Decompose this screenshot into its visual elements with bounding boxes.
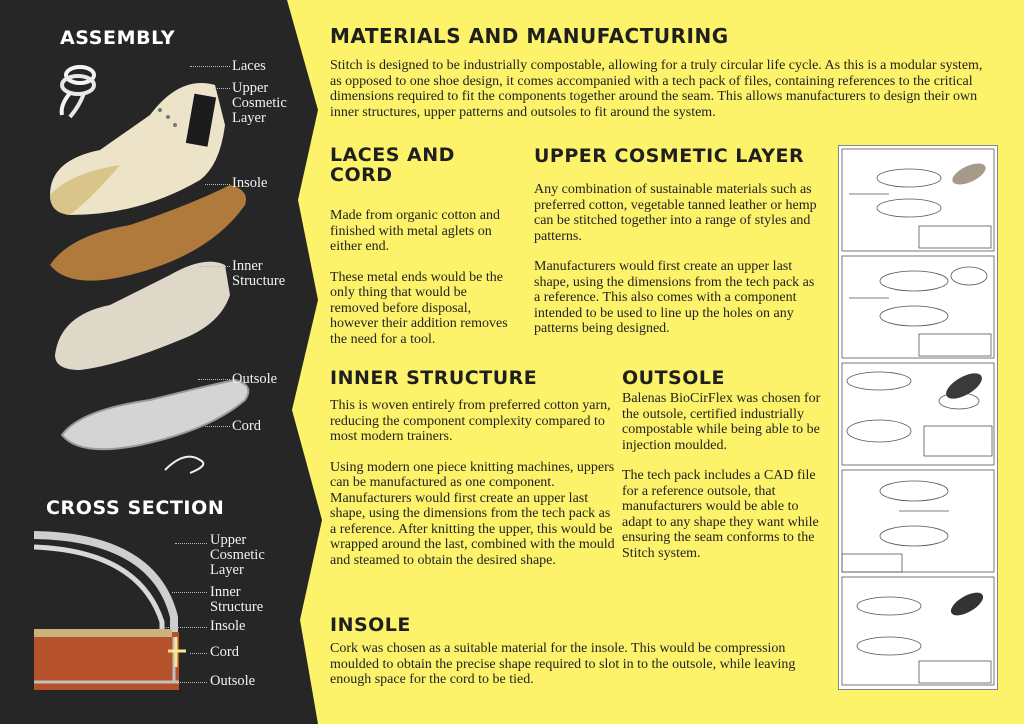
leader-line: [180, 682, 207, 683]
label-inner-structure: Inner Structure: [232, 258, 286, 289]
outsole-paragraph-2: The tech pack includes a CAD file for a reference outsole, that manufacturers would be able to adapt to any shape they want while ensuring the seam conforms to the Stitch system.: [622, 468, 819, 561]
assembly-title: ASSEMBLY: [60, 27, 176, 49]
upper-paragraph-1: Any combination of sustainable materials such as preferred cotton, vegetable tanned leather or hemp can be stitched together into a range of styles and patterns.: [534, 182, 817, 244]
outsole-paragraph-1: Balenas BioCirFlex was chosen for the outsole, certified industrially compostable while being able to be injection moulded.: [622, 391, 821, 453]
outsole-illustration: [62, 380, 248, 449]
leader-line: [205, 426, 230, 427]
cross-label-upper-cosmetic-layer: Upper Cosmetic Layer: [210, 532, 265, 578]
laces-illustration: [62, 67, 94, 117]
leader-line: [172, 592, 207, 593]
leader-line: [190, 66, 230, 67]
inner-paragraph-1: This is woven entirely from preferred cotton yarn, reducing the component complexity compared to most modern trainers.: [330, 398, 611, 444]
tech-pack-drawings: [838, 145, 998, 690]
label-insole: Insole: [232, 175, 268, 191]
label-cord: Cord: [232, 418, 261, 434]
insole-paragraph: Cork was chosen as a suitable material for the insole. This would be compression moulded to obtain the precise shape required to slot in to the outsole, while leaving enough space for the cord to be tied.: [330, 641, 796, 687]
cross-section-title: CROSS SECTION: [46, 497, 225, 519]
leader-line: [190, 653, 207, 654]
laces-paragraph-2: These metal ends would be the only thing that would be removed before disposal, however their addition removes the need for a tool.: [330, 269, 508, 347]
upper-paragraph-2: Manufacturers would first create an upper last shape, using the dimensions from the tech pack as a reference. This also comes with a component intended to be used to line up the holes on any patterns being designed.: [534, 259, 815, 336]
intro-paragraph: Stitch is designed to be industrially compostable, allowing for a truly circular life cycle. As this is a modular system, as opposed to one shoe design, it comes accompanied with a tech pack of files, containing references to the critical dimensions required to fit the components together around the seam. This allows manufacturers to design their own inner structures, upper patterns and outsoles to fit around the system.: [330, 58, 983, 120]
upper-layer-illustration: [50, 83, 225, 215]
leader-line: [198, 379, 230, 380]
laces-text: [330, 208, 510, 362]
cross-label-inner-structure: Inner Structure: [210, 584, 264, 615]
tech-pack-drawing-set: [839, 146, 997, 689]
cross-label-outsole: Outsole: [210, 673, 256, 689]
label-upper-cosmetic-layer: Upper Cosmetic Layer: [232, 80, 287, 126]
laces-heading: LACES AND CORD: [330, 144, 455, 186]
laces-paragraph-1: Made from organic cotton and finished with metal aglets on either end.: [330, 208, 501, 254]
inner-text: [330, 398, 615, 583]
upper-text: [534, 182, 824, 352]
label-laces: Laces: [232, 58, 266, 74]
leader-line: [215, 88, 230, 89]
cord-illustration: [165, 457, 203, 473]
inner-paragraph-2: Using modern one piece knitting machines, uppers can be manufactured as one component. Manufacturers would first create an upper last shape, using the dimensions from the tech pack as a reference. After knitting the upper, this would be wrapped around the last, combined with the mould and steamed to obtain the desired shape.: [330, 459, 615, 568]
outsole-text: [622, 391, 822, 576]
leader-line: [200, 266, 230, 267]
cross-section-diagram: [34, 527, 209, 695]
page-title: MATERIALS AND MANUFACTURING: [330, 24, 729, 48]
label-outsole: Outsole: [232, 371, 278, 387]
inner-heading: INNER STRUCTURE: [330, 367, 538, 389]
leader-line: [205, 184, 230, 185]
leader-line: [160, 627, 207, 628]
cross-label-cord: Cord: [210, 644, 239, 660]
leader-line: [175, 543, 207, 544]
upper-heading: UPPER COSMETIC LAYER: [534, 145, 805, 167]
insole-heading: INSOLE: [330, 614, 411, 636]
cross-label-insole: Insole: [210, 618, 246, 634]
outsole-heading: OUTSOLE: [622, 367, 725, 389]
